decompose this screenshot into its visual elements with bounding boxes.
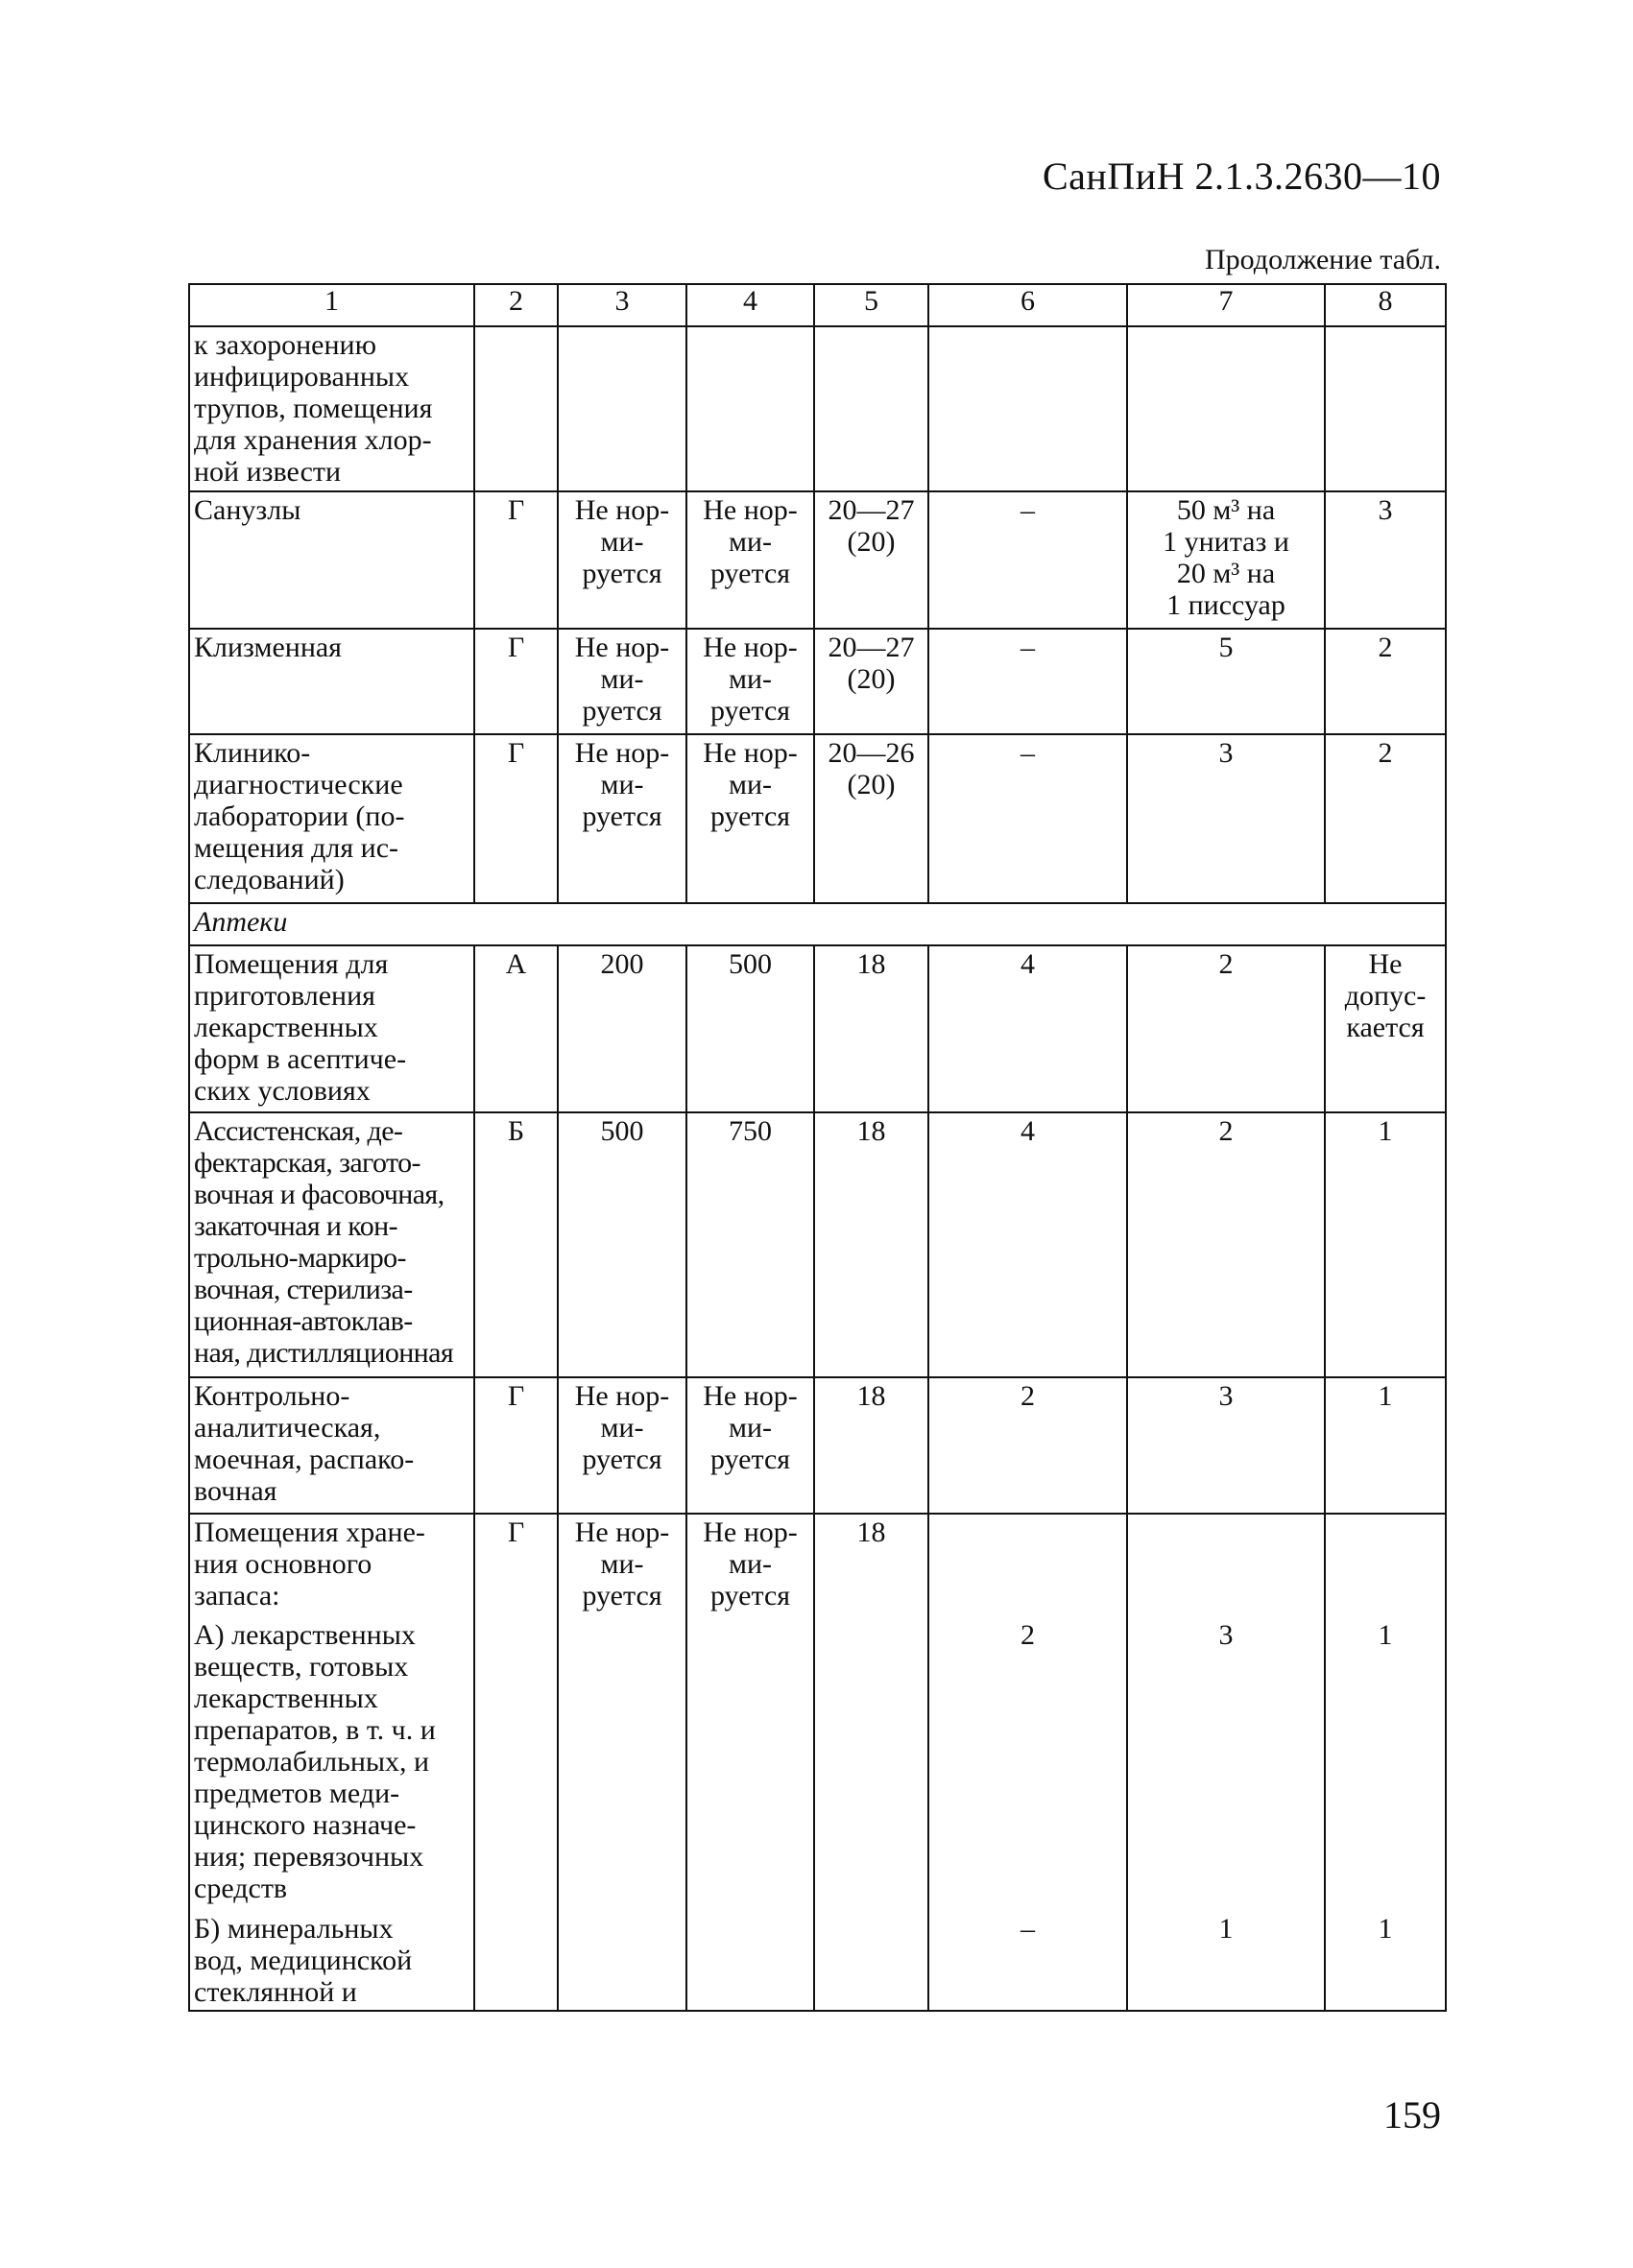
- table-row: [189, 1112, 1446, 1377]
- table-row: [189, 491, 1446, 629]
- table-cell: [558, 1617, 686, 1911]
- table-cell: Не нор- ми- руется: [558, 1377, 686, 1514]
- table-cell: 3: [1127, 1617, 1325, 1911]
- table-cell: [928, 326, 1127, 491]
- room-name-cell: Санузлы: [189, 491, 474, 629]
- table-cell: Г: [474, 1514, 558, 1617]
- table-cell: [686, 1911, 814, 2011]
- table-cell: 200: [558, 945, 686, 1112]
- table-cell: Не нор- ми- руется: [558, 1514, 686, 1617]
- column-header: 2: [474, 284, 558, 326]
- table-cell: Не нор- ми- руется: [686, 1377, 814, 1514]
- room-name-cell: Контрольно- аналитическая, моечная, распако- вочная: [189, 1377, 474, 1514]
- table-cell: 2: [928, 1617, 1127, 1911]
- table-cell: [814, 326, 928, 491]
- table-continuation-label: Продолжение табл.: [1205, 244, 1441, 275]
- table-cell: 3: [1127, 734, 1325, 903]
- table-cell: 1: [1325, 1112, 1446, 1377]
- table-cell: 18: [814, 945, 928, 1112]
- table-cell: 2: [1325, 629, 1446, 734]
- table-cell: [1325, 326, 1446, 491]
- room-name-cell: к захоронению инфицированных трупов, помещения для хранения хлор- ной извести: [189, 326, 474, 491]
- table-cell: 20—26 (20): [814, 734, 928, 903]
- table-cell: 20—27 (20): [814, 491, 928, 629]
- table-cell: 18: [814, 1377, 928, 1514]
- table-cell: Не нор- ми- руется: [686, 734, 814, 903]
- table-cell: А: [474, 945, 558, 1112]
- table-cell: [928, 1514, 1127, 1617]
- table-cell: 2: [928, 1377, 1127, 1514]
- table-cell: –: [928, 491, 1127, 629]
- table-cell: 3: [1127, 1377, 1325, 1514]
- section-title-apteki: Аптеки: [189, 903, 1446, 945]
- table-cell: Не нор- ми- руется: [686, 629, 814, 734]
- table-row: [189, 1617, 1446, 1911]
- table-cell: [686, 326, 814, 491]
- table-cell: Не нор- ми- руется: [558, 629, 686, 734]
- room-name-cell: Ассистенская, де- фектарская, загото- вочная и фасовочная, закаточная и кон- трольно-маркиро- вочная, стерилиза- ционная-автоклав- ная, дистилляционная: [189, 1112, 474, 1377]
- column-header: 5: [814, 284, 928, 326]
- table-cell: 750: [686, 1112, 814, 1377]
- table-cell: [558, 326, 686, 491]
- table-cell: 5: [1127, 629, 1325, 734]
- table-cell: 4: [928, 1112, 1127, 1377]
- table-cell: 500: [558, 1112, 686, 1377]
- table-cell: 50 м³ на 1 унитаз и 20 м³ на 1 писсуар: [1127, 491, 1325, 629]
- column-header: 7: [1127, 284, 1325, 326]
- table-cell: 2: [1127, 1112, 1325, 1377]
- column-header: 4: [686, 284, 814, 326]
- room-name-cell: Клинико- диагностические лаборатории (по- мещения для ис- следований): [189, 734, 474, 903]
- column-header: 8: [1325, 284, 1446, 326]
- table-row: [189, 734, 1446, 903]
- table-cell: Г: [474, 491, 558, 629]
- table-cell: [1127, 1514, 1325, 1617]
- table-row: [189, 326, 1446, 491]
- table-cell: 18: [814, 1514, 928, 1617]
- table-row: [189, 1514, 1446, 1617]
- table-cell: Не нор- ми- руется: [686, 1514, 814, 1617]
- table-cell: 1: [1325, 1911, 1446, 2011]
- table-cell: –: [928, 734, 1127, 903]
- table-cell: 18: [814, 1112, 928, 1377]
- table-cell: [558, 1911, 686, 2011]
- table-cell: [1127, 326, 1325, 491]
- table-cell: –: [928, 629, 1127, 734]
- table-row: [189, 1911, 1446, 2011]
- table-cell: 20—27 (20): [814, 629, 928, 734]
- table-cell: 3: [1325, 491, 1446, 629]
- room-name-cell: А) лекарственных веществ, готовых лекарственных препаратов, в т. ч. и термолабильных, и предметов меди- цинского назначе- ния; перевязочных средств: [189, 1617, 474, 1911]
- page-number: 159: [1383, 2093, 1441, 2137]
- column-header: 1: [189, 284, 474, 326]
- table-row: [189, 629, 1446, 734]
- table-cell: –: [928, 1911, 1127, 2011]
- table-row: [189, 945, 1446, 1112]
- table-cell: 2: [1325, 734, 1446, 903]
- norms-table: [188, 283, 1447, 2012]
- room-name-cell: Б) минеральных вод, медицинской стеклянной и: [189, 1911, 474, 2011]
- room-name-cell: Помещения хране- ния основного запаса:: [189, 1514, 474, 1617]
- table-cell: Не допус- кается: [1325, 945, 1446, 1112]
- table-row: [189, 1377, 1446, 1514]
- table-cell: Г: [474, 629, 558, 734]
- document-code: СанПиН 2.1.3.2630—10: [1042, 155, 1441, 198]
- table-cell: 4: [928, 945, 1127, 1112]
- table-cell: 500: [686, 945, 814, 1112]
- table-cell: [1325, 1514, 1446, 1617]
- table-cell: Не нор- ми- руется: [558, 734, 686, 903]
- table-cell: [474, 326, 558, 491]
- column-header: 6: [928, 284, 1127, 326]
- table-cell: 2: [1127, 945, 1325, 1112]
- room-name-cell: Клизменная: [189, 629, 474, 734]
- table-cell: Не нор- ми- руется: [686, 491, 814, 629]
- table-cell: 1: [1325, 1377, 1446, 1514]
- table-cell: Г: [474, 734, 558, 903]
- table-cell: 1: [1325, 1617, 1446, 1911]
- section-row: [189, 903, 1446, 945]
- table-cell: [474, 1911, 558, 2011]
- table-cell: [686, 1617, 814, 1911]
- room-name-cell: Помещения для приготовления лекарственных форм в асептиче- ских условиях: [189, 945, 474, 1112]
- table-cell: Г: [474, 1377, 558, 1514]
- table-cell: Не нор- ми- руется: [558, 491, 686, 629]
- table-cell: 1: [1127, 1911, 1325, 2011]
- table-header-row: [189, 284, 1446, 326]
- table-cell: Б: [474, 1112, 558, 1377]
- column-header: 3: [558, 284, 686, 326]
- table-cell: [814, 1911, 928, 2011]
- table-cell: [474, 1617, 558, 1911]
- table-cell: [814, 1617, 928, 1911]
